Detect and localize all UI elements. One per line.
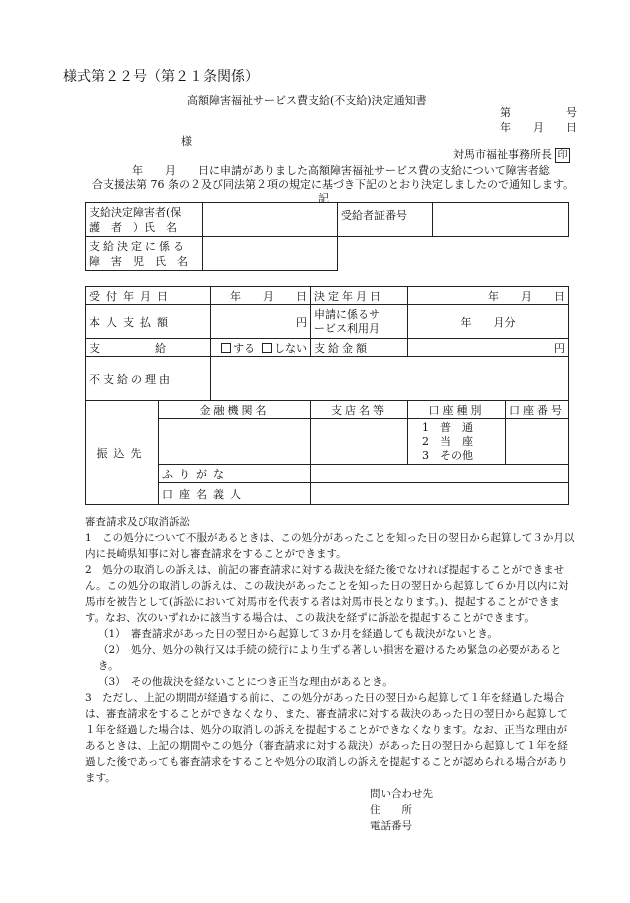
checkbox-no[interactable]: [262, 343, 272, 353]
contact-phone: 電話番号: [370, 820, 412, 832]
account-type-options[interactable]: 1 普 通 2 当 座 3 その他: [408, 419, 506, 465]
appeal-item-2-3: （3） その他裁決を経ないことにつき正当な理由があるとき。: [98, 676, 393, 688]
transfer-label: 振込先: [86, 401, 159, 505]
seal-mark: 印: [555, 148, 570, 163]
receipt-date-label: 受付年月日: [86, 287, 211, 305]
decision-table: [85, 286, 569, 505]
appeal-item-2: 2 処分の取消しの訴えは、前記の審査請求に対する裁決を経た後でなければ提起することができません。この処分の取消しの訴えは、この裁決があったことを知った日の翌日から起算して６か月以内に対馬市を被告として(訴訟において対馬市を代表する者は対馬市長となります。)、提起することができます。なお、次のいずれかに該当する場合は、この裁決を経ずに訴訟を提起することができます。: [85, 564, 569, 624]
account-type-label: 口座種別: [408, 401, 506, 419]
certificate-number-value[interactable]: [433, 203, 569, 237]
account-holder-label: 口座名義人: [159, 483, 311, 505]
account-holder-value[interactable]: [311, 483, 569, 505]
account-number-label: 口座番号: [506, 401, 569, 419]
furigana-value[interactable]: [311, 465, 569, 483]
refusal-reason-value[interactable]: [211, 357, 569, 401]
account-number-value[interactable]: [506, 419, 569, 465]
issuer-name: 対馬市福祉事務所長: [453, 148, 552, 161]
document-title: 高額障害福祉サービス費支給(不支給)決定通知書: [187, 94, 427, 107]
bank-name-label: 金融機関名: [159, 401, 311, 419]
payment-label: 支 給: [86, 339, 211, 357]
contact-heading: 問い合わせ先: [370, 788, 433, 800]
payment-amount-value[interactable]: 円: [408, 339, 569, 357]
child-name-value[interactable]: [203, 237, 338, 271]
recipient-name-label: 支給決定障害者(保 護 者 ）氏 名: [86, 203, 203, 237]
service-month-label: 申請に係るサ ービス利用月: [311, 305, 408, 339]
branch-value[interactable]: [311, 419, 408, 465]
certificate-number-label: 受給者証番号: [338, 203, 433, 237]
decision-date-label: 決定年月日: [311, 287, 408, 305]
document-number: 第 号: [500, 106, 577, 119]
recipient-table: [85, 202, 569, 271]
payment-options: する しない: [211, 339, 311, 357]
branch-label: 支店名等: [311, 401, 408, 419]
child-name-label: 支給決定に係る 障 害 児 氏 名: [86, 237, 203, 271]
form-number: 様式第２２号（第２１条関係）: [63, 69, 259, 85]
checkbox-yes[interactable]: [221, 343, 231, 353]
personal-pay-value[interactable]: 円: [211, 305, 311, 339]
furigana-label: ふりがな: [159, 465, 311, 483]
appeal-item-3: 3 ただし、上記の期間が経過する前に、この処分があった日の翌日から起算して１年を経過した場合は、審査請求をすることができなくなり、また、審査請求に対する裁決のあった日の翌日から起算して１年を経過した場合は、処分の取消しの訴えを提起することができなくなります。なお、正当な理由があるときは、上記の期間やこの処分（審査請求に対する裁決）があった日の翌日から起算して１年を経過した後であっても審査請求をすることや処分の取消しの訴えを提起することが認められる場合があります。: [85, 692, 568, 784]
intro-line-1: 年 月 日に申請がありました高額障害福祉サービス費の支給について障害者総: [132, 164, 550, 177]
intro-line-2: 合支援法第 76 条の２及び同法第２項の規定に基づき下記のとおり決定しましたので通知します。: [92, 178, 575, 191]
appeal-item-2-1: （1） 審査請求があった日の翌日から起算して３か月を経過しても裁決がないとき。: [98, 628, 498, 640]
service-month-value[interactable]: 年 月分: [408, 305, 569, 339]
refusal-reason-label: 不支給の理由: [86, 357, 211, 401]
appeal-heading: 審査請求及び取消訴訟: [85, 516, 190, 528]
contact-address: 住 所: [370, 804, 412, 816]
receipt-date-value[interactable]: 年 月 日: [211, 287, 311, 305]
recipient-suffix: 様: [181, 135, 192, 148]
payment-amount-label: 支給金額: [311, 339, 408, 357]
bank-name-value[interactable]: [159, 419, 311, 465]
appeal-item-1: 1 この処分について不服があるときは、この処分があったことを知った日の翌日から起算して３か月以内に長崎県知事に対し審査請求をすることができます。: [85, 532, 575, 560]
issuer: [453, 146, 570, 163]
ki-heading: 記: [318, 192, 329, 205]
decision-date-value[interactable]: 年 月 日: [408, 287, 569, 305]
appeal-item-2-2: （2） 処分、処分の執行又は手続の続行により生ずる著しい損害を避けるため緊急の必要があるとき。: [98, 644, 562, 672]
recipient-name-value[interactable]: [203, 203, 338, 237]
document-date: 年 月 日: [500, 121, 577, 134]
personal-pay-label: 本人支払額: [86, 305, 211, 339]
